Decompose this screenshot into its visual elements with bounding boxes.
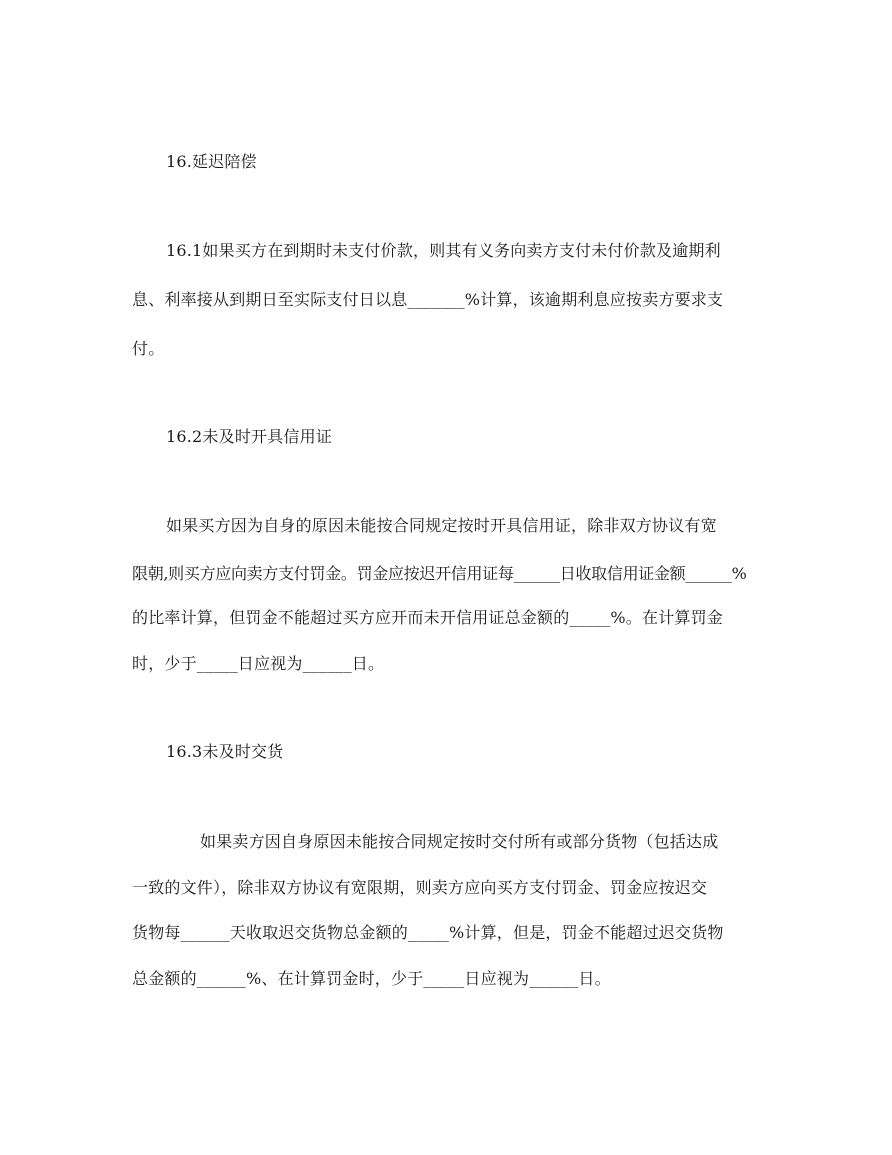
paragraph-16-2-line-2: 限朝,则买方应向卖方支付罚金。罚金应按迟开信用证每______日收取信用证金额______% xyxy=(132,564,747,583)
paragraph-16-2-line-1: 如果买方因为自身的原因未能按合同规定按时开具信用证，除非双方协议有宽 xyxy=(166,516,717,535)
paragraph-16-1-line-1: 16.1如果买方在到期时未支付价款，则其有义务向卖方支付未付价款及逾期利 xyxy=(166,241,721,260)
paragraph-16-1-line-2: 息、利率接从到期日至实际支付日以息_______%计算，该逾期利息应按卖方要求支 xyxy=(132,290,724,309)
paragraph-16-1-line-3: 付。 xyxy=(132,339,165,358)
paragraph-16-3-line-1: 如果卖方因自身原因未能按合同规定按时交付所有或部分货物（包括达成 xyxy=(200,832,719,851)
section-heading-16: 16.延迟陪偿 xyxy=(166,152,257,171)
paragraph-16-3-line-3: 货物每______天收取迟交货物总金额的_____%计算，但是，罚金不能超过迟交货物 xyxy=(132,923,724,942)
paragraph-16-2-line-3: 的比率计算，但罚金不能超过买方应开而未开信用证总金额的_____%。在计算罚金 xyxy=(132,608,724,627)
paragraph-16-3-line-2: 一致的文件），除非双方协议有宽限期，则卖方应向买方支付罚金、罚金应按迟交 xyxy=(132,878,708,897)
paragraph-16-3-line-4: 总金额的______%、在计算罚金时，少于_____日应视为______日。 xyxy=(132,969,611,988)
section-heading-16-3: 16.3未及时交货 xyxy=(166,742,284,761)
section-heading-16-2: 16.2未及时开具信用证 xyxy=(166,427,333,446)
paragraph-16-2-line-4: 时，少于_____日应视为______日。 xyxy=(132,654,385,673)
